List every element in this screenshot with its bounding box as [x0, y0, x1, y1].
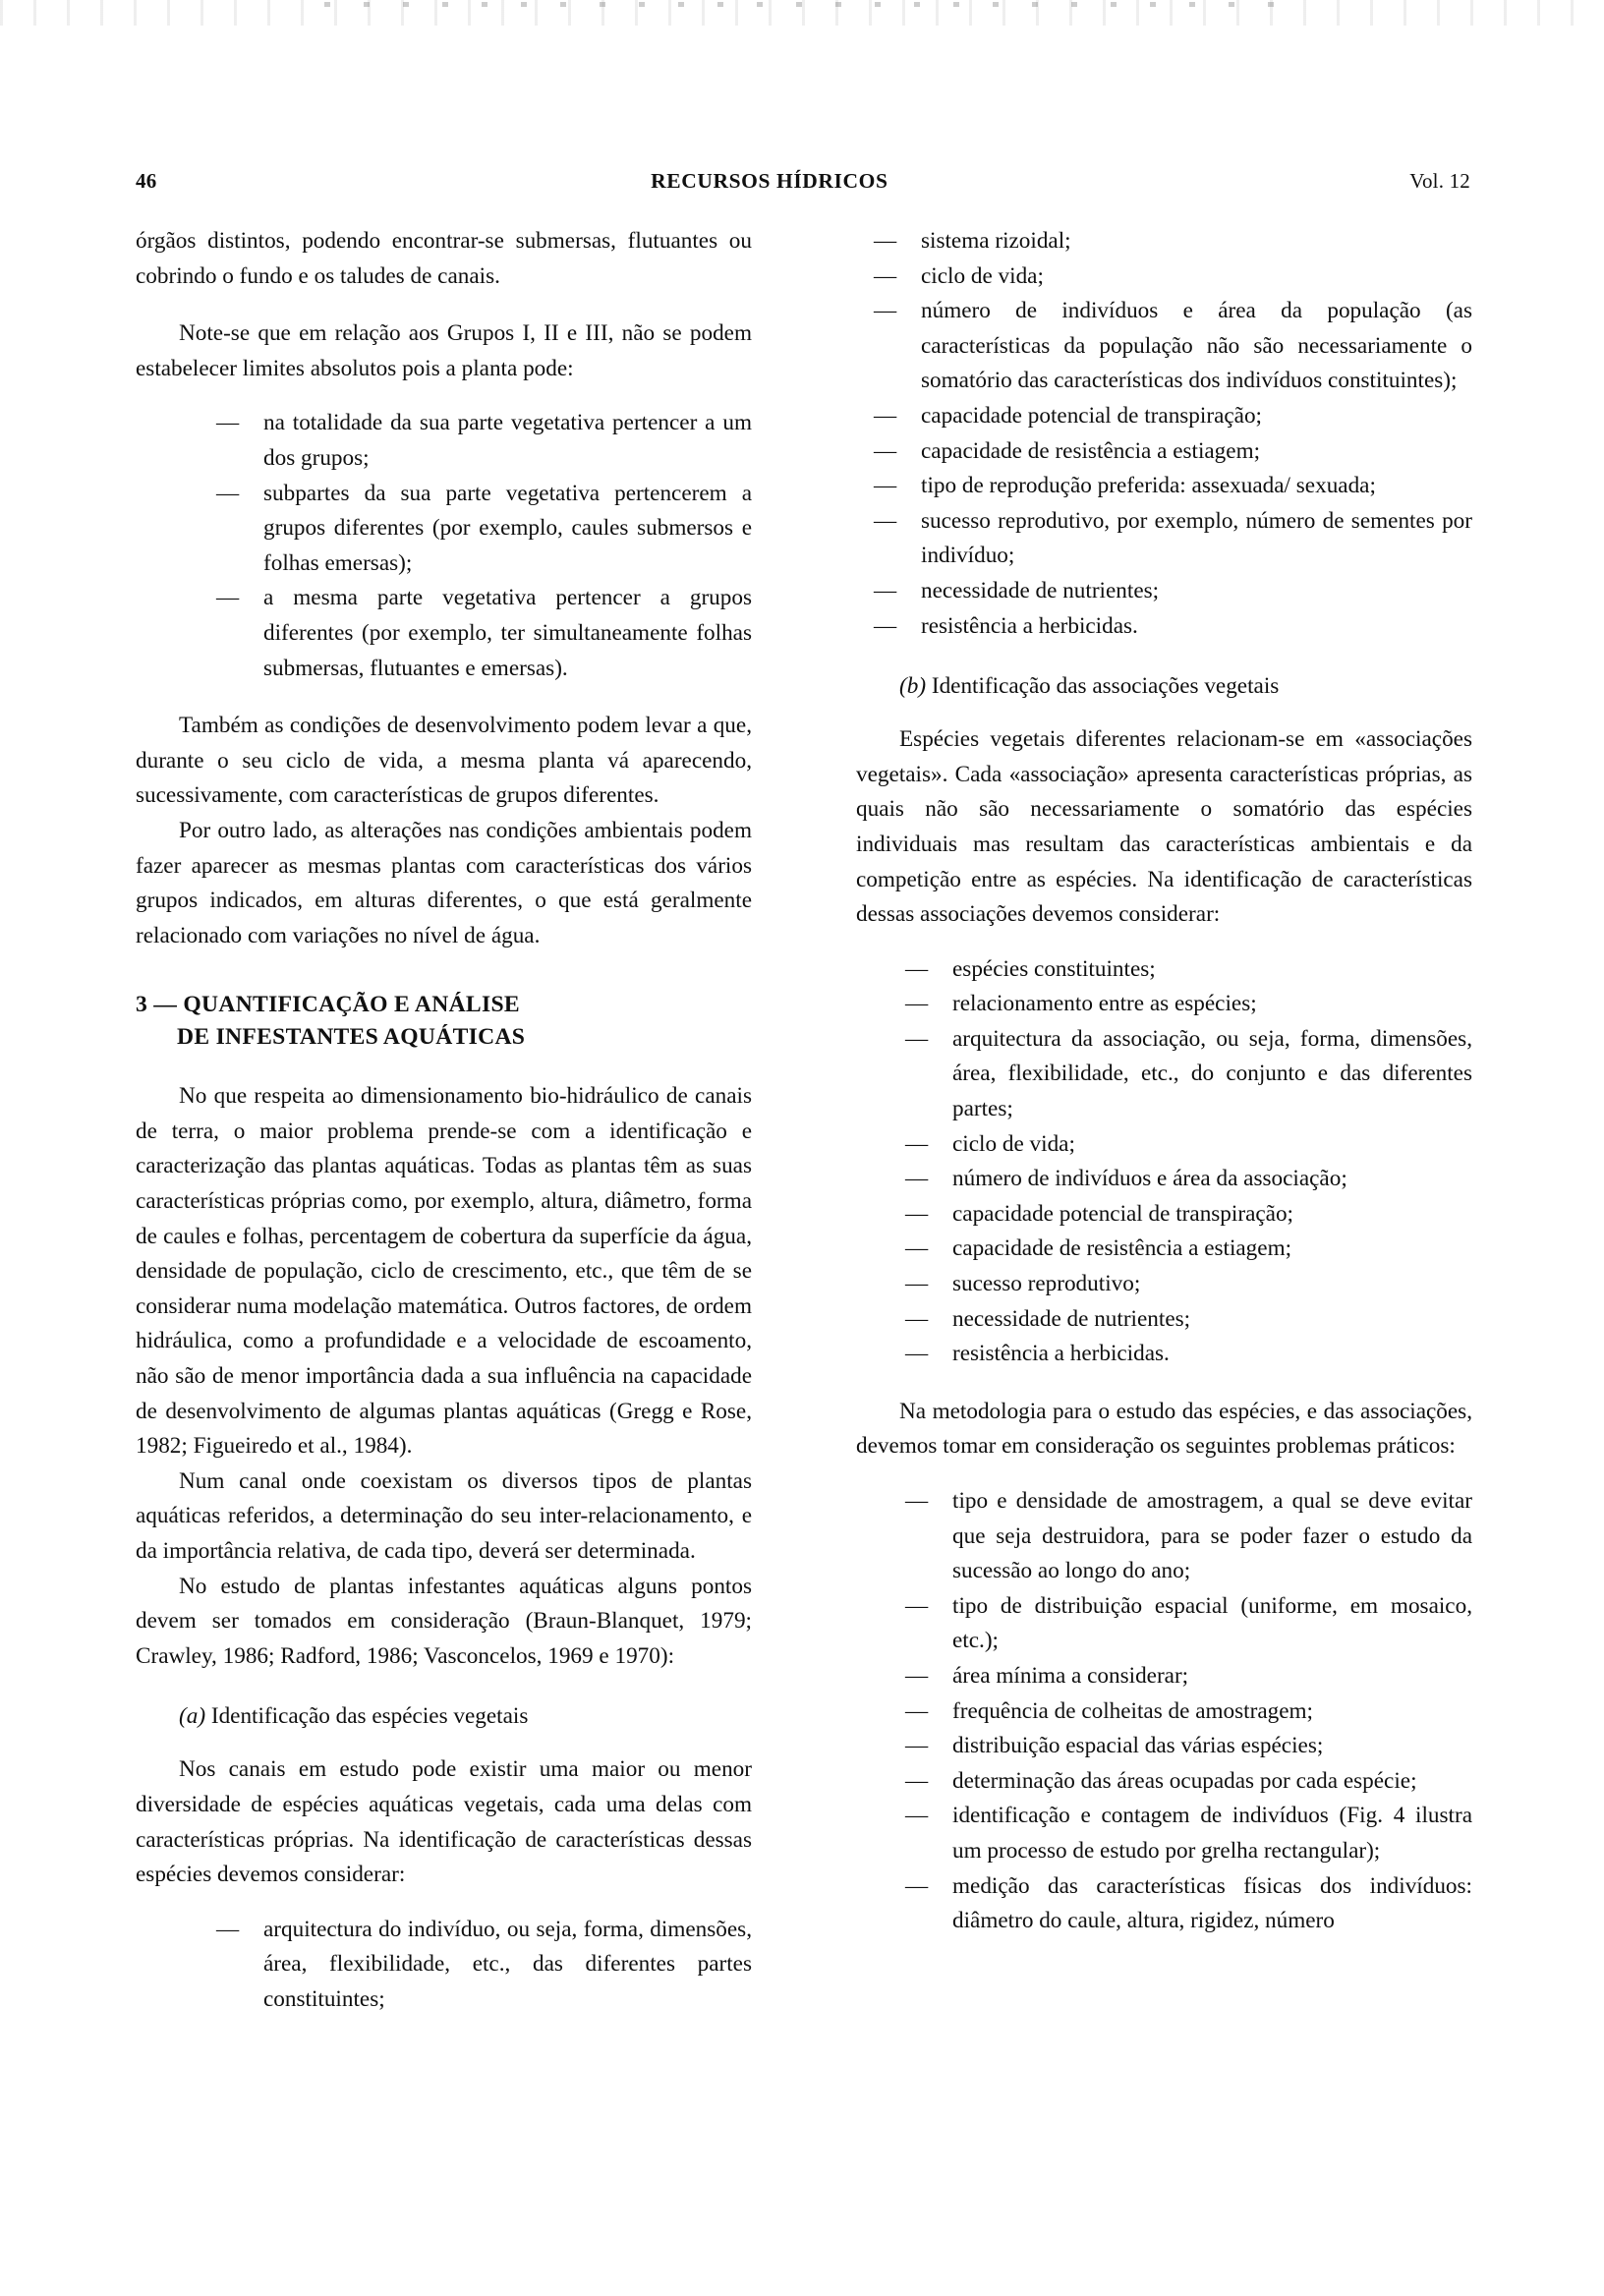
em-dash-bullet: —: [905, 1592, 929, 1619]
em-dash-bullet: —: [874, 262, 897, 289]
paragraph: No estudo de plantas infestantes aquáticas alguns pontos devem ser tomados em consideração (Braun-Blanquet, 1979; Crawley, 1986; Radford, 1986; Vasconcelos, 1969 e 1970):: [136, 1573, 752, 1669]
list-item-text: subpartes da sua parte vegetativa pertencerem a grupos diferentes (por exemplo, caules submersos e folhas emersas);: [263, 480, 752, 576]
subsection-heading-b: [856, 669, 1472, 703]
em-dash-bullet: —: [905, 1662, 929, 1689]
em-dash-bullet: —: [905, 1305, 929, 1332]
subsection-title: Identificação das associações vegetais: [926, 673, 1280, 700]
list-item-text: sistema rizoidal;: [921, 228, 1071, 254]
em-dash-bullet: —: [905, 1130, 929, 1157]
bullet-list: [136, 1913, 752, 2018]
list-item-text: sucesso reprodutivo, por exemplo, número de sementes por indivíduo;: [921, 507, 1472, 569]
paragraph: Note-se que em relação aos Grupos I, II e III, não se podem estabelecer limites absolutos pois a planta pode:: [136, 320, 752, 381]
section-heading-line-1: 3 — QUANTIFICAÇÃO E ANÁLISE: [136, 992, 520, 1018]
list-item-text: medição das características físicas dos indivíduos: diâmetro do caule, altura, rigidez, número: [952, 1872, 1472, 1934]
list-item: [874, 609, 1472, 645]
paragraph: órgãos distintos, podendo encontrar-se submersas, flutuantes ou cobrindo o fundo e os taludes de canais.: [136, 228, 752, 289]
list-item-text: capacidade potencial de transpiração;: [952, 1200, 1293, 1227]
list-item-text: ciclo de vida;: [952, 1130, 1075, 1157]
list-item: [905, 1799, 1472, 1868]
list-item-text: necessidade de nutrientes;: [952, 1305, 1191, 1332]
list-item: [216, 581, 752, 686]
list-item-text: a mesma parte vegetativa pertencer a grupos diferentes (por exemplo, ter simultaneamente folhas submersas, flutuantes e emersas).: [263, 585, 752, 681]
two-column-body: [136, 224, 1472, 2018]
list-item: [874, 294, 1472, 399]
em-dash-bullet: —: [216, 585, 240, 611]
list-item: [905, 1302, 1472, 1338]
list-item: [905, 1764, 1472, 1800]
em-dash-bullet: —: [874, 402, 897, 429]
list-item-text: frequência de colheitas de amostragem;: [952, 1697, 1313, 1724]
list-item: [216, 477, 752, 582]
list-item: [905, 1729, 1472, 1764]
em-dash-bullet: —: [905, 1200, 929, 1227]
em-dash-bullet: —: [874, 473, 897, 499]
em-dash-bullet: —: [874, 228, 897, 254]
list-item: [216, 1913, 752, 2018]
journal-title: RECURSOS HÍDRICOS: [651, 169, 888, 193]
em-dash-bullet: —: [874, 612, 897, 639]
em-dash-bullet: —: [874, 437, 897, 464]
list-item: [905, 952, 1472, 988]
em-dash-bullet: —: [216, 410, 240, 436]
list-item: [905, 1197, 1472, 1233]
paragraph: Espécies vegetais diferentes relacionam-se em «associações vegetais». Cada «associação» apresenta características próprias, as quais não são necessariamente o somatório das espécies individuais mas resultam das características ambientais e da competição entre as espécies. Na identificação de características dessas associações devemos considerar:: [856, 726, 1472, 928]
list-item: [905, 1659, 1472, 1694]
paragraph: Por outro lado, as alterações nas condições ambientais podem fazer aparecer as mesmas plantas com características dos vários grupos indicados, em alturas diferentes, o que está geralmente relacionado com variações no nível de água.: [136, 817, 752, 948]
left-column: [136, 224, 752, 2018]
paragraph: No que respeita ao dimensionamento bio-hidráulico de canais de terra, o maior problema prende-se com a identificação e caracterização das plantas aquáticas. Todas as plantas têm as suas características próprias como, por exemplo, altura, diâmetro, forma de caules e folhas, percentagem de cobertura da superfície da água, densidade de população, ciclo de crescimento, etc., que têm de se considerar numa modelação matemática. Outros factores, de ordem hidráulica, como a profundidade e a velocidade de escoamento, não são de menor importância dada a sua influência na capacidade de desenvolvimento de algumas plantas aquáticas (Gregg e Rose, 1982; Figueiredo et al., 1984).: [136, 1083, 752, 1460]
list-item: [905, 1267, 1472, 1302]
list-item-text: tipo de distribuição espacial (uniforme, em mosaico, etc.);: [952, 1592, 1472, 1654]
list-item-text: capacidade de resistência a estiagem;: [921, 437, 1261, 464]
section-heading-line-2: DE INFESTANTES AQUÁTICAS: [177, 1024, 526, 1051]
list-item-text: necessidade de nutrientes;: [921, 577, 1160, 603]
list-item: [874, 504, 1472, 574]
list-item: [905, 1162, 1472, 1197]
list-item: [874, 469, 1472, 504]
list-item: [216, 406, 752, 476]
em-dash-bullet: —: [216, 480, 240, 506]
list-item-text: na totalidade da sua parte vegetativa pertencer a um dos grupos;: [263, 410, 752, 471]
list-item: [874, 224, 1472, 259]
list-item: [905, 1232, 1472, 1267]
subsection-marker: (a): [179, 1703, 206, 1730]
list-item: [905, 1022, 1472, 1127]
list-item-text: relacionamento entre as espécies;: [952, 991, 1257, 1017]
subsection-title: Identificação das espécies vegetais: [205, 1703, 529, 1730]
em-dash-bullet: —: [874, 577, 897, 603]
bullet-list: [856, 224, 1472, 644]
em-dash-bullet: —: [905, 1341, 929, 1367]
em-dash-bullet: —: [905, 1733, 929, 1759]
em-dash-bullet: —: [905, 1271, 929, 1297]
list-item-text: capacidade potencial de transpiração;: [921, 402, 1262, 429]
list-item-text: determinação das áreas ocupadas por cada espécie;: [952, 1767, 1417, 1794]
em-dash-bullet: —: [905, 991, 929, 1017]
subsection-marker: (b): [899, 673, 927, 700]
em-dash-bullet: —: [905, 1166, 929, 1192]
list-item: [905, 1869, 1472, 1939]
list-item-text: espécies constituintes;: [952, 955, 1156, 982]
list-item-text: tipo de reprodução preferida: assexuada/ sexuada;: [921, 473, 1376, 499]
em-dash-bullet: —: [905, 1872, 929, 1899]
list-item-text: distribuição espacial das várias espécies;: [952, 1733, 1324, 1759]
list-item-text: resistência a herbicidas.: [921, 612, 1138, 639]
em-dash-bullet: —: [905, 1803, 929, 1829]
em-dash-bullet: —: [874, 298, 897, 324]
em-dash-bullet: —: [905, 1235, 929, 1262]
list-item: [905, 987, 1472, 1022]
list-item-text: sucesso reprodutivo;: [952, 1271, 1141, 1297]
list-item-text: ciclo de vida;: [921, 262, 1044, 289]
list-item: [905, 1127, 1472, 1163]
em-dash-bullet: —: [905, 1767, 929, 1794]
list-item-text: número de indivíduos e área da associação;: [952, 1166, 1347, 1192]
em-dash-bullet: —: [216, 1916, 240, 1942]
list-item: [874, 574, 1472, 609]
paragraph: Também as condições de desenvolvimento podem levar a que, durante o seu ciclo de vida, a mesma planta vá aparecendo, sucessivamente, com características de grupos diferentes.: [136, 713, 752, 809]
list-item: [874, 434, 1472, 470]
list-item-text: arquitectura do indivíduo, ou seja, forma, dimensões, área, flexibilidade, etc., das diferentes partes constituintes;: [263, 1916, 752, 2012]
section-heading: [136, 989, 752, 1054]
list-item-text: resistência a herbicidas.: [952, 1341, 1170, 1367]
page-number: 46: [136, 169, 157, 193]
list-item-text: área mínima a considerar;: [952, 1662, 1189, 1689]
bullet-list: [856, 952, 1472, 1372]
list-item: [874, 259, 1472, 295]
paragraph: Nos canais em estudo pode existir uma maior ou menor diversidade de espécies aquáticas vegetais, cada uma delas com características próprias. Na identificação de características dessas espécies devemos considerar:: [136, 1756, 752, 1888]
list-item: [874, 399, 1472, 434]
list-item-text: número de indivíduos e área da população (as características da população não são necessariamente o somatório das características dos indivíduos constituintes);: [921, 298, 1472, 394]
em-dash-bullet: —: [905, 1697, 929, 1724]
running-head: [136, 169, 1470, 194]
bullet-list: [136, 406, 752, 686]
em-dash-bullet: —: [905, 1488, 929, 1514]
volume-label: Vol. 12: [1409, 169, 1470, 193]
list-item: [905, 1589, 1472, 1659]
right-column: [856, 224, 1472, 2018]
list-item-text: arquitectura da associação, ou seja, forma, dimensões, área, flexibilidade, etc., do conjunto e das diferentes partes;: [952, 1025, 1472, 1122]
list-item: [905, 1337, 1472, 1372]
list-item: [905, 1694, 1472, 1730]
subsection-heading-a: [136, 1699, 752, 1733]
em-dash-bullet: —: [905, 1025, 929, 1052]
em-dash-bullet: —: [905, 955, 929, 982]
bullet-list: [856, 1484, 1472, 1939]
list-item-text: identificação e contagem de indivíduos (Fig. 4 ilustra um processo de estudo por grelha rectangular);: [952, 1803, 1472, 1864]
list-item-text: tipo e densidade de amostragem, a qual se deve evitar que seja destruidora, para se poder fazer o estudo da sucessão ao longo do ano;: [952, 1488, 1472, 1584]
list-item-text: capacidade de resistência a estiagem;: [952, 1235, 1292, 1262]
paragraph: Num canal onde coexistam os diversos tipos de plantas aquáticas referidos, a determinação do seu inter-relacionamento, e da importância relativa, de cada tipo, deverá ser determinada.: [136, 1467, 752, 1564]
em-dash-bullet: —: [874, 507, 897, 534]
paragraph: Na metodologia para o estudo das espécies, e das associações, devemos tomar em consideração os seguintes problemas práticos:: [856, 1398, 1472, 1460]
list-item: [905, 1484, 1472, 1589]
